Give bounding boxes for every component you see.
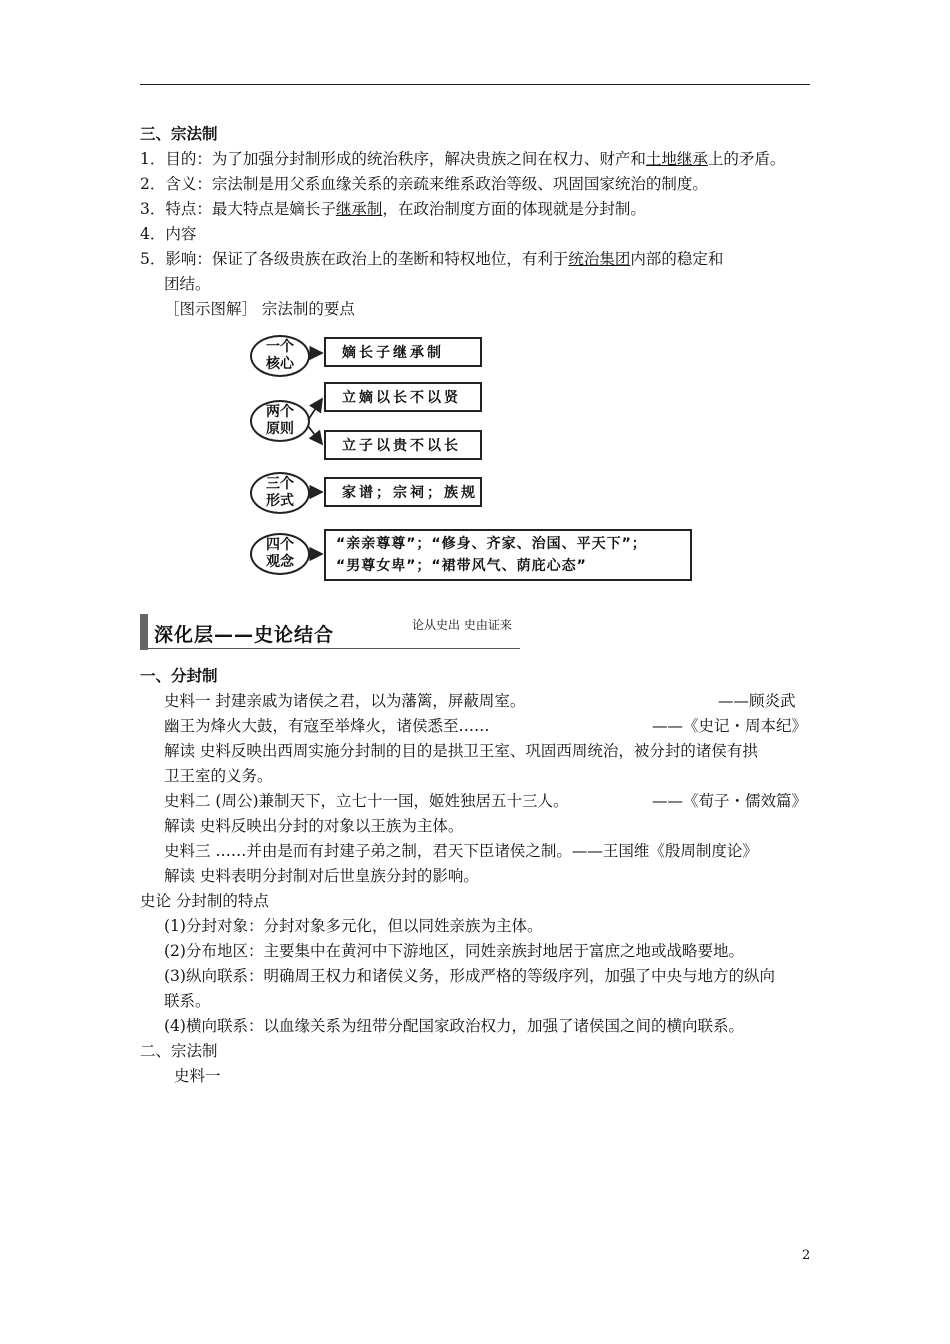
banner-title: 深化层——史论结合 [154, 624, 335, 646]
header-rule [140, 84, 810, 85]
item-text: 3．特点：最大特点是嫡长子 [140, 200, 336, 218]
part1-heading: 一、分封制 [140, 666, 218, 685]
reading-1: 解读 史料反映出西周实施分封制的目的是拱卫王室、巩固西周统治，被分封的诸侯有拱 [164, 742, 758, 760]
point-3-cont: 联系。 [164, 992, 211, 1010]
list-item-feature [140, 199, 646, 219]
material-1b: 幽王为烽火大鼓，有寇至举烽火，诸侯悉至…… [164, 717, 490, 735]
point-4: (4)横向联系：以血缘关系为纽带分配国家政治权力，加强了诸侯国之间的横向联系。 [164, 1017, 744, 1035]
material-1: 史料一 封建亲戚为诸侯之君，以为藩篱，屏蔽周室。 [164, 692, 526, 710]
list-item-purpose [140, 149, 785, 169]
point-1: (1)分封对象：分封对象多元化，但以同姓亲族为主体。 [164, 917, 543, 935]
banner-bar [140, 614, 148, 650]
item-text: 5．影响：保证了各级贵族在政治上的垄断和特权地位，有利于 [140, 250, 569, 268]
material-2-source: ——《荀子・儒效篇》 [652, 792, 808, 810]
ideas-line1: “亲亲尊尊”；“修身、齐家、治国、平天下”； [336, 536, 647, 552]
circle-principles [250, 400, 310, 442]
circle-text: 形式 [266, 493, 294, 509]
circle-forms [250, 472, 310, 514]
circle-text: 一个 [266, 339, 294, 355]
item-text-end: 内部的稳定和 [630, 250, 724, 268]
reading-1-cont: 卫王室的义务。 [164, 767, 273, 785]
section-heading: 三、宗法制 [140, 124, 218, 143]
material-3: 史料三 ……并由是而有封建子弟之制，君天下臣诸侯之制。——王国维《殷周制度论》 [164, 842, 758, 860]
part2-material-1: 史料一 [174, 1067, 221, 1085]
list-item-influence [140, 249, 723, 269]
lun-heading: 史论 分封制的特点 [140, 892, 269, 910]
arrow-principle1 [308, 399, 322, 420]
material-2: 史料二 (周公)兼制天下，立七十一国，姬姓独居五十三人。 [164, 792, 569, 810]
item-text-end: ，在政治制度方面的体现就是分封制。 [382, 200, 646, 218]
list-item-influence-cont: 团结。 [164, 275, 211, 293]
list-item-content [140, 224, 196, 244]
ideas-line2: “男尊女卑”；“裙带风气、荫庇心态” [336, 558, 587, 574]
item-underline: 统治集团 [568, 250, 631, 268]
material-1b-source: ——《史记・周本纪》 [652, 717, 808, 735]
item-text-end: 上的矛盾。 [707, 150, 786, 168]
box-core: 嫡长子继承制 [324, 337, 482, 367]
circle-text: 三个 [266, 476, 294, 492]
material-1-source: ——顾炎武 [718, 692, 796, 710]
diagram-caption: ［图示图解］ 宗法制的要点 [164, 300, 355, 318]
item-underline: 土地继承 [645, 150, 708, 168]
arrow-principle2 [308, 426, 322, 444]
page-number: 2 [802, 1248, 811, 1263]
box-forms: 家谱；宗祠；族规 [324, 477, 482, 507]
item-text: 1．目的：为了加强分封制形成的统治秩序，解决贵族之间在权力、财产和 [140, 150, 646, 168]
circle-ideas [250, 533, 310, 575]
point-3: (3)纵向联系：明确周王权力和诸侯义务，形成严格的等级序列，加强了中央与地方的纵向 [164, 967, 775, 985]
box-principle2: 立子以贵不以长 [324, 430, 482, 460]
reading-2: 解读 史料反映出分封的对象以王族为主体。 [164, 817, 464, 835]
reading-3: 解读 史料表明分封制对后世皇族分封的影响。 [164, 867, 479, 885]
circle-text: 核心 [266, 356, 294, 372]
point-2: (2)分布地区：主要集中在黄河中下游地区，同姓亲族封地居于富庶之地或战略要地。 [164, 942, 744, 960]
circle-text: 观念 [266, 554, 294, 570]
part2-heading: 二、宗法制 [140, 1042, 218, 1060]
banner-rule [148, 648, 520, 649]
circle-text: 四个 [266, 537, 294, 553]
item-text: 2．含义：宗法制是用父系血缘关系的亲疏来维系政治等级、巩固国家统治的制度。 [140, 175, 708, 193]
section-banner [140, 614, 520, 650]
list-item-meaning [140, 174, 708, 194]
box-principle1: 立嫡以长不以贤 [324, 382, 482, 412]
box-ideas [324, 529, 692, 581]
item-underline: 继承制 [335, 200, 383, 218]
banner-subtitle: 论从史出 史由证来 [412, 618, 512, 632]
item-text: 4．内容 [140, 225, 197, 243]
circle-text: 两个 [266, 404, 294, 420]
circle-core [250, 335, 310, 377]
circle-text: 原则 [266, 421, 294, 437]
